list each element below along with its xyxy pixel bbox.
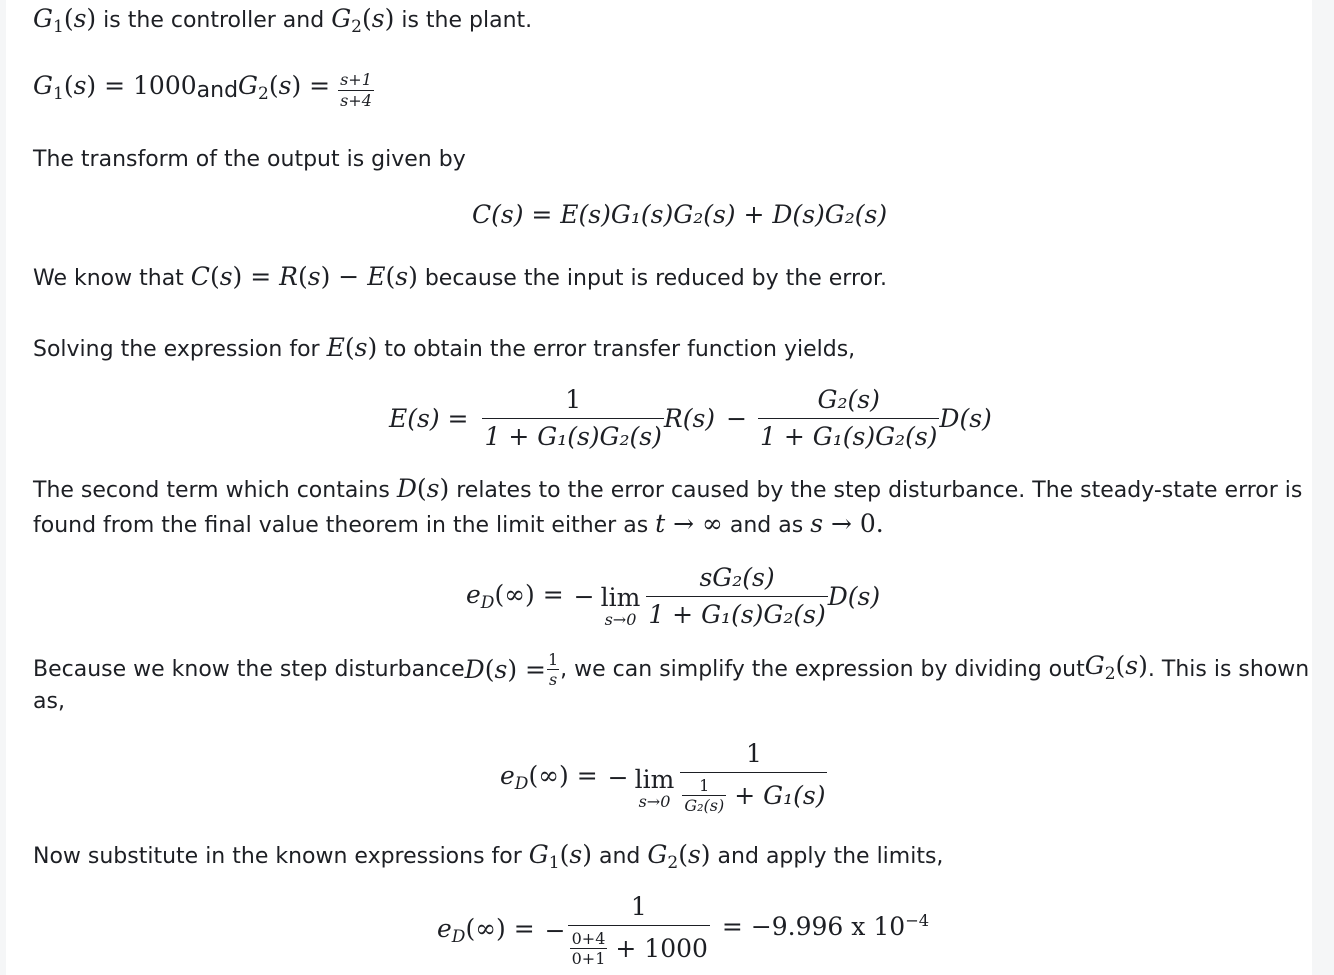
g1-symbol: $G_1(s)$ — [33, 4, 97, 37]
output-equation: C(s) = E(s)G₁(s)G₂(s) + D(s)G₂(s) — [472, 200, 888, 229]
ed3-result: = −9.996 x $10^{-4}$ — [721, 911, 930, 942]
given-values: $G_1(s) = 1000$ and $G_2(s)$ = $\frac{s+1}{s+4}$ — [33, 69, 372, 110]
error-term2-fraction: $\frac{\text{G₂(s)}}{\text{1 + G₁(s)G₂(s)}}$ — [760, 385, 938, 451]
ed2-fraction: 1 $\frac{1}{\text{G₂(s)}}$ + G₁(s) — [680, 740, 827, 815]
second-term-line2: found from the final value theorem in the limit either as t → ∞ and as s → 0. — [33, 509, 884, 538]
error-equation: E(s) = $\frac{1}{\text{1 + G₁(s)G₂(s)}}$ R(s) − $\frac{\text{G₂(s)}}{\text{1 + G₁(s)G₂(s)}}$ D(s) — [389, 385, 992, 451]
ed-equation-1: $e_D(\infty)$ = − lim s→0 $\frac{\text{sG₂(s)}}{\text{1 + G₁(s)G₂(s)}}$ D(s) — [466, 563, 881, 629]
know-paragraph: We know that C(s) = R(s) − E(s) because the input is reduced by the error. — [33, 262, 887, 291]
ed3-fraction: 1 $\frac{0+4}{0+1}$ + 1000 — [568, 893, 710, 968]
limit-operator: lim s→0 — [600, 582, 641, 629]
second-term-line1: The second term which contains D(s) relates to the error caused by the step disturbance. The steady-state error is — [33, 474, 1303, 503]
solving-paragraph: Solving the expression for E(s) to obtain the error transfer function yields, — [33, 333, 856, 362]
ed-equation-3: $e_D(\infty)$ = − 1 $\frac{0+4}{0+1}$ + 1000 = −9.996 x $10^{-4}$ — [437, 892, 930, 969]
intro-paragraph: $G_1(s)$ is the controller and $G_2(s)$ is the plant. — [33, 4, 533, 37]
step-fraction: $\frac{1}{s}$ — [547, 649, 559, 690]
document-page — [6, 0, 1312, 975]
ed-equation-2: $e_D(\infty)$ = − lim s→0 1 $\frac{1}{\text{G₂(s)}}$ + G₁(s) — [500, 739, 826, 816]
error-term1-fraction: $\frac{1}{\text{1 + G₁(s)G₂(s)}}$ — [484, 385, 662, 451]
because-line2: as, — [33, 689, 65, 714]
transform-text: The transform of the output is given by — [33, 147, 466, 172]
ed1-fraction: $\frac{\text{sG₂(s)}}{\text{1 + G₁(s)G₂(s)}}$ — [648, 563, 826, 629]
g2-fraction: $\frac{s+1}{s+4}$ — [340, 69, 372, 110]
g2-symbol: $G_2(s)$ — [331, 4, 395, 37]
substitute-paragraph: Now substitute in the known expressions for $G_1(s)$ and $G_2(s)$ and apply the limits, — [33, 840, 944, 873]
because-line1: Because we know the step disturbance D(s) = $\frac{1}{s}$ , we can simplify the expression by dividing out $G_2(s)$ . This is shown — [33, 649, 1310, 690]
